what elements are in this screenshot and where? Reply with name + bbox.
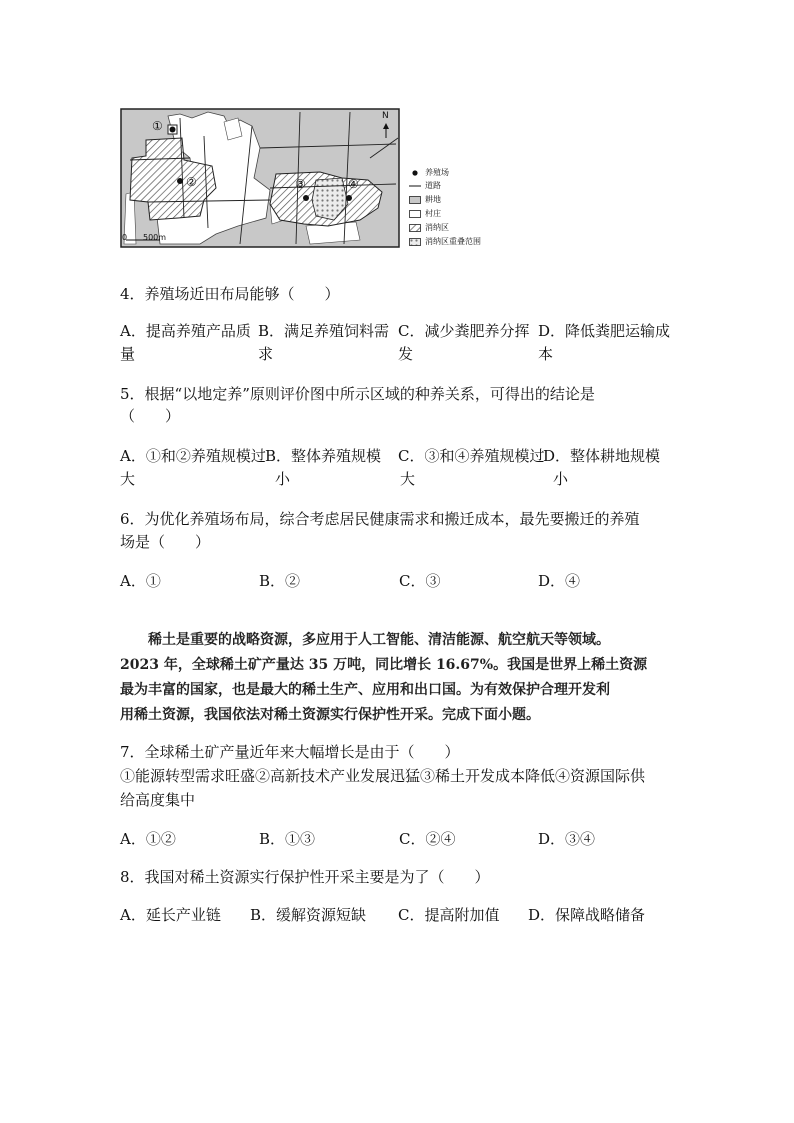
q5-stem-cont: （ ） bbox=[120, 407, 181, 425]
reading-passage bbox=[120, 628, 680, 728]
road-line-icon bbox=[409, 182, 421, 190]
farm-label-2: ② bbox=[186, 175, 197, 189]
q8-option-c[interactable]: C．提高附加值 bbox=[398, 906, 500, 924]
q4-options bbox=[120, 320, 680, 366]
q4-option-b[interactable]: B．满足养殖饲料需 bbox=[258, 322, 390, 340]
q7-option-b[interactable]: B．①③ bbox=[259, 830, 316, 848]
q4-option-a[interactable]: A．提高养殖产品质 bbox=[120, 322, 251, 340]
q8-stem: 8．我国对稀土资源实行保护性开采主要是为了（ ） bbox=[120, 868, 490, 886]
q6-option-d[interactable]: D．④ bbox=[538, 572, 581, 590]
passage-line-4: 用稀土资源，我国依法对稀土资源实行保护性开采。完成下面小题。 bbox=[120, 707, 540, 723]
q4-option-b-wrap: 求 bbox=[258, 345, 274, 363]
q8-option-b[interactable]: B．缓解资源短缺 bbox=[250, 906, 367, 924]
passage-line-3: 最为丰富的国家，也是最大的稀土生产、应用和出口国。为有效保护合理开发利 bbox=[120, 682, 610, 698]
q7-option-c[interactable]: C．②④ bbox=[399, 830, 456, 848]
q4-option-d[interactable]: D．降低粪肥运输成 bbox=[538, 322, 671, 340]
farm-label-4: ④ bbox=[348, 177, 359, 191]
scale-zero: 0 bbox=[122, 233, 128, 242]
q6-stem-cont: 场是（ ） bbox=[120, 533, 211, 551]
scale-label: 500m bbox=[143, 233, 167, 242]
north-label: N bbox=[382, 111, 389, 121]
q5-options bbox=[120, 445, 680, 491]
q7-stem: 7．全球稀土矿产量近年来大幅增长是由于（ ） bbox=[120, 743, 460, 761]
passage-line-2: 2023 年，全球稀土矿产量达 35 万吨，同比增长 16.67%。我国是世界上稀土资源 bbox=[120, 657, 648, 673]
q4-option-c-wrap: 发 bbox=[398, 345, 414, 363]
q8-options bbox=[120, 904, 680, 926]
q6-option-b[interactable]: B．② bbox=[259, 572, 301, 590]
q4-option-c[interactable]: C．减少粪肥养分挥 bbox=[398, 322, 530, 340]
q4-stem: 4．养殖场近田布局能够（ ） bbox=[120, 285, 340, 303]
farm-label-3: ③ bbox=[295, 177, 306, 191]
passage-line-1: 稀土是重要的战略资源，多应用于人工智能、清洁能源、航空航天等领域。 bbox=[148, 632, 610, 648]
q6-option-a[interactable]: A．① bbox=[120, 572, 161, 590]
hatch-swatch-icon bbox=[409, 224, 421, 232]
q7-option-d[interactable]: D．③④ bbox=[538, 830, 596, 848]
q5-option-b-wrap: 小 bbox=[275, 470, 291, 488]
q5-option-a-wrap: 大 bbox=[120, 470, 136, 488]
q5-option-c[interactable]: C．③和④养殖规模过 bbox=[398, 447, 545, 465]
q8-option-d[interactable]: D．保障战略储备 bbox=[528, 906, 646, 924]
q4-option-d-wrap: 本 bbox=[538, 345, 554, 363]
dots-swatch-icon bbox=[409, 238, 421, 246]
q5-option-b[interactable]: B．整体养殖规模 bbox=[265, 447, 382, 465]
q6-stem: 6．为优化养殖场布局，综合考虑居民健康需求和搬迁成本，最先要搬迁的养殖 bbox=[120, 510, 640, 528]
farm-dot-icon bbox=[409, 169, 421, 177]
farmland-swatch-icon bbox=[409, 196, 421, 204]
q7-options bbox=[120, 828, 680, 850]
q6-option-c[interactable]: C．③ bbox=[399, 572, 441, 590]
village-swatch-icon bbox=[409, 210, 421, 218]
q4-option-a-wrap: 量 bbox=[120, 345, 136, 363]
q5-option-d-wrap: 小 bbox=[553, 470, 569, 488]
q5-option-c-wrap: 大 bbox=[400, 470, 416, 488]
q5-option-d[interactable]: D．整体耕地规模 bbox=[543, 447, 661, 465]
q7-items-cont: 给高度集中 bbox=[120, 791, 196, 809]
q8-option-a[interactable]: A．延长产业链 bbox=[120, 906, 221, 924]
q5-option-a[interactable]: A．①和②养殖规模过 bbox=[120, 447, 266, 465]
farm-label-1: ① bbox=[152, 119, 163, 133]
q6-options bbox=[120, 570, 680, 592]
q7-items: ①能源转型需求旺盛②高新技术产业发展迅猛③稀土开发成本降低④资源国际供 bbox=[120, 767, 646, 785]
q7-option-a[interactable]: A．①② bbox=[120, 830, 176, 848]
q5-stem: 5．根据“以地定养”原则评价图中所示区域的种养关系，可得出的结论是 bbox=[120, 385, 595, 403]
